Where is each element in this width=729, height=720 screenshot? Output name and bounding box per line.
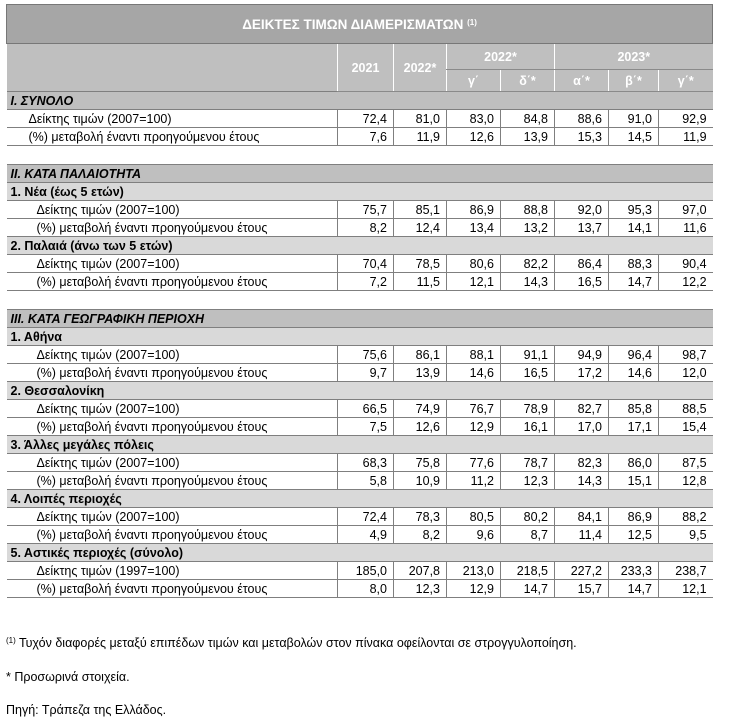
price-index-table: [6, 4, 713, 598]
value-cell: 72,4: [338, 110, 394, 128]
header-q3-2022: γ΄: [447, 70, 501, 92]
value-cell: 75,7: [338, 201, 394, 219]
value-cell: 15,7: [555, 580, 609, 598]
value-cell: 84,8: [501, 110, 555, 128]
subsection-title: 3. Άλλες μεγάλες πόλεις: [7, 436, 713, 454]
value-cell: 238,7: [659, 562, 713, 580]
table-row: [7, 128, 713, 146]
value-cell: 233,3: [609, 562, 659, 580]
section-header-row: [7, 92, 713, 110]
value-cell: 68,3: [338, 454, 394, 472]
value-cell: 87,5: [659, 454, 713, 472]
row-label: Δείκτης τιμών (2007=100): [7, 454, 338, 472]
value-cell: 86,9: [447, 201, 501, 219]
value-cell: 86,0: [609, 454, 659, 472]
value-cell: 81,0: [394, 110, 447, 128]
table-row: [7, 346, 713, 364]
section-gap: [7, 291, 713, 310]
footnote-provisional: * Προσωρινά στοιχεία.: [6, 670, 130, 684]
value-cell: 70,4: [338, 255, 394, 273]
value-cell: 218,5: [501, 562, 555, 580]
value-cell: 11,9: [394, 128, 447, 146]
value-cell: 14,1: [609, 219, 659, 237]
table-row: [7, 418, 713, 436]
section-header-row: [7, 165, 713, 183]
value-cell: 75,6: [338, 346, 394, 364]
value-cell: 88,2: [659, 508, 713, 526]
value-cell: 5,8: [338, 472, 394, 490]
section-title: III. ΚΑΤΑ ΓΕΩΓΡΑΦΙΚΗ ΠΕΡΙΟΧΗ: [7, 310, 713, 328]
footnote-1: [6, 636, 577, 650]
value-cell: 12,8: [659, 472, 713, 490]
value-cell: 13,9: [501, 128, 555, 146]
value-cell: 66,5: [338, 400, 394, 418]
subsection-title: 1. Αθήνα: [7, 328, 713, 346]
table-row: [7, 580, 713, 598]
value-cell: 12,6: [394, 418, 447, 436]
value-cell: 95,3: [609, 201, 659, 219]
value-cell: 88,6: [555, 110, 609, 128]
value-cell: 11,9: [659, 128, 713, 146]
value-cell: 8,0: [338, 580, 394, 598]
value-cell: 12,1: [447, 273, 501, 291]
row-label: Δείκτης τιμών (2007=100): [7, 110, 338, 128]
value-cell: 74,9: [394, 400, 447, 418]
value-cell: 12,9: [447, 418, 501, 436]
value-cell: 76,7: [447, 400, 501, 418]
row-label: (%) μεταβολή έναντι προηγούμενου έτους: [7, 364, 338, 382]
table-row: [7, 219, 713, 237]
value-cell: 14,7: [609, 273, 659, 291]
value-cell: 14,3: [555, 472, 609, 490]
subsection-header-row: [7, 436, 713, 454]
row-label: Δείκτης τιμών (2007=100): [7, 346, 338, 364]
table-row: [7, 526, 713, 544]
value-cell: 90,4: [659, 255, 713, 273]
header-q4-2022: δ΄*: [501, 70, 555, 92]
value-cell: 17,2: [555, 364, 609, 382]
row-label: Δείκτης τιμών (1997=100): [7, 562, 338, 580]
subsection-title: 5. Αστικές περιοχές (σύνολο): [7, 544, 713, 562]
value-cell: 185,0: [338, 562, 394, 580]
value-cell: 82,7: [555, 400, 609, 418]
row-label: (%) μεταβολή έναντι προηγούμενου έτους: [7, 128, 338, 146]
row-label: (%) μεταβολή έναντι προηγούμενου έτους: [7, 526, 338, 544]
subsection-header-row: [7, 328, 713, 346]
value-cell: 78,9: [501, 400, 555, 418]
value-cell: 98,7: [659, 346, 713, 364]
value-cell: 12,4: [394, 219, 447, 237]
value-cell: 12,2: [659, 273, 713, 291]
value-cell: 16,5: [501, 364, 555, 382]
table-row: [7, 201, 713, 219]
value-cell: 80,5: [447, 508, 501, 526]
subsection-header-row: [7, 490, 713, 508]
table-row: [7, 562, 713, 580]
value-cell: 97,0: [659, 201, 713, 219]
header-2022-quarters: 2022*: [447, 44, 555, 70]
footnote-1-text: Τυχόν διαφορές μεταξύ επιπέδων τιμών και μεταβολών στον πίνακα οφείλονται σε στρογγυλοποίηση.: [19, 636, 577, 650]
value-cell: 13,7: [555, 219, 609, 237]
table-body: [7, 5, 713, 598]
value-cell: 86,9: [609, 508, 659, 526]
table-row: [7, 472, 713, 490]
value-cell: 85,1: [394, 201, 447, 219]
value-cell: 15,3: [555, 128, 609, 146]
value-cell: 11,2: [447, 472, 501, 490]
value-cell: 11,5: [394, 273, 447, 291]
row-label: (%) μεταβολή έναντι προηγούμενου έτους: [7, 418, 338, 436]
value-cell: 207,8: [394, 562, 447, 580]
header-q3-2023: γ΄*: [659, 70, 713, 92]
value-cell: 77,6: [447, 454, 501, 472]
value-cell: 80,2: [501, 508, 555, 526]
value-cell: 84,1: [555, 508, 609, 526]
section-gap: [7, 146, 713, 165]
value-cell: 78,3: [394, 508, 447, 526]
value-cell: 14,7: [501, 580, 555, 598]
value-cell: 16,1: [501, 418, 555, 436]
subsection-title: 1. Νέα (έως 5 ετών): [7, 183, 713, 201]
header-2023-quarters: 2023*: [555, 44, 713, 70]
value-cell: 85,8: [609, 400, 659, 418]
value-cell: 12,0: [659, 364, 713, 382]
row-label: (%) μεταβολή έναντι προηγούμενου έτους: [7, 472, 338, 490]
value-cell: 9,5: [659, 526, 713, 544]
subsection-header-row: [7, 544, 713, 562]
row-label: (%) μεταβολή έναντι προηγούμενου έτους: [7, 580, 338, 598]
table-row: [7, 255, 713, 273]
header-blank: [7, 44, 338, 92]
value-cell: 9,7: [338, 364, 394, 382]
value-cell: 92,9: [659, 110, 713, 128]
value-cell: 17,0: [555, 418, 609, 436]
table-title-cell: [7, 5, 713, 44]
value-cell: 15,4: [659, 418, 713, 436]
value-cell: 12,5: [609, 526, 659, 544]
row-label: Δείκτης τιμών (2007=100): [7, 201, 338, 219]
row-label: Δείκτης τιμών (2007=100): [7, 508, 338, 526]
section-title: II. ΚΑΤΑ ΠΑΛΑΙΟΤΗΤΑ: [7, 165, 713, 183]
header-row-1: [7, 44, 713, 70]
value-cell: 78,7: [501, 454, 555, 472]
section-title: I. ΣΥΝΟΛΟ: [7, 92, 713, 110]
gap-cell: [7, 291, 713, 310]
value-cell: 13,9: [394, 364, 447, 382]
value-cell: 14,5: [609, 128, 659, 146]
value-cell: 94,9: [555, 346, 609, 364]
subsection-title: 2. Θεσσαλονίκη: [7, 382, 713, 400]
value-cell: 11,4: [555, 526, 609, 544]
value-cell: 12,9: [447, 580, 501, 598]
value-cell: 8,7: [501, 526, 555, 544]
value-cell: 14,3: [501, 273, 555, 291]
value-cell: 14,7: [609, 580, 659, 598]
value-cell: 78,5: [394, 255, 447, 273]
table-row: [7, 273, 713, 291]
value-cell: 8,2: [338, 219, 394, 237]
value-cell: 12,3: [394, 580, 447, 598]
value-cell: 17,1: [609, 418, 659, 436]
value-cell: 12,3: [501, 472, 555, 490]
value-cell: 14,6: [447, 364, 501, 382]
value-cell: 88,5: [659, 400, 713, 418]
value-cell: 92,0: [555, 201, 609, 219]
value-cell: 82,3: [555, 454, 609, 472]
value-cell: 9,6: [447, 526, 501, 544]
value-cell: 227,2: [555, 562, 609, 580]
value-cell: 213,0: [447, 562, 501, 580]
value-cell: 14,6: [609, 364, 659, 382]
subsection-header-row: [7, 183, 713, 201]
subsection-title: 2. Παλαιά (άνω των 5 ετών): [7, 237, 713, 255]
title-footnote-mark: (1): [467, 17, 477, 27]
table-title: ΔΕΙΚΤΕΣ ΤΙΜΩΝ ΔΙΑΜΕΡΙΣΜΑΤΩΝ: [242, 16, 464, 32]
value-cell: 7,6: [338, 128, 394, 146]
value-cell: 10,9: [394, 472, 447, 490]
value-cell: 88,3: [609, 255, 659, 273]
header-2022-annual: 2022*: [394, 44, 447, 92]
value-cell: 8,2: [394, 526, 447, 544]
row-label: Δείκτης τιμών (2007=100): [7, 255, 338, 273]
value-cell: 15,1: [609, 472, 659, 490]
gap-cell: [7, 146, 713, 165]
value-cell: 75,8: [394, 454, 447, 472]
table-title-row: [7, 5, 713, 44]
value-cell: 88,8: [501, 201, 555, 219]
value-cell: 11,6: [659, 219, 713, 237]
value-cell: 91,1: [501, 346, 555, 364]
table-row: [7, 364, 713, 382]
value-cell: 82,2: [501, 255, 555, 273]
value-cell: 86,4: [555, 255, 609, 273]
row-label: (%) μεταβολή έναντι προηγούμενου έτους: [7, 219, 338, 237]
value-cell: 7,5: [338, 418, 394, 436]
value-cell: 7,2: [338, 273, 394, 291]
section-header-row: [7, 310, 713, 328]
value-cell: 88,1: [447, 346, 501, 364]
header-q1-2023: α΄*: [555, 70, 609, 92]
value-cell: 13,2: [501, 219, 555, 237]
value-cell: 91,0: [609, 110, 659, 128]
value-cell: 12,1: [659, 580, 713, 598]
header-q2-2023: β΄*: [609, 70, 659, 92]
row-label: Δείκτης τιμών (2007=100): [7, 400, 338, 418]
footnote-1-mark: (1): [6, 636, 16, 645]
table-row: [7, 110, 713, 128]
table-row: [7, 400, 713, 418]
row-label: (%) μεταβολή έναντι προηγούμενου έτους: [7, 273, 338, 291]
value-cell: 16,5: [555, 273, 609, 291]
table-row: [7, 508, 713, 526]
value-cell: 83,0: [447, 110, 501, 128]
header-2021: 2021: [338, 44, 394, 92]
value-cell: 12,6: [447, 128, 501, 146]
value-cell: 4,9: [338, 526, 394, 544]
subsection-header-row: [7, 382, 713, 400]
source-note: Πηγή: Τράπεζα της Ελλάδος.: [6, 703, 167, 717]
subsection-header-row: [7, 237, 713, 255]
value-cell: 80,6: [447, 255, 501, 273]
value-cell: 72,4: [338, 508, 394, 526]
value-cell: 13,4: [447, 219, 501, 237]
table-row: [7, 454, 713, 472]
value-cell: 96,4: [609, 346, 659, 364]
subsection-title: 4. Λοιπές περιοχές: [7, 490, 713, 508]
value-cell: 86,1: [394, 346, 447, 364]
